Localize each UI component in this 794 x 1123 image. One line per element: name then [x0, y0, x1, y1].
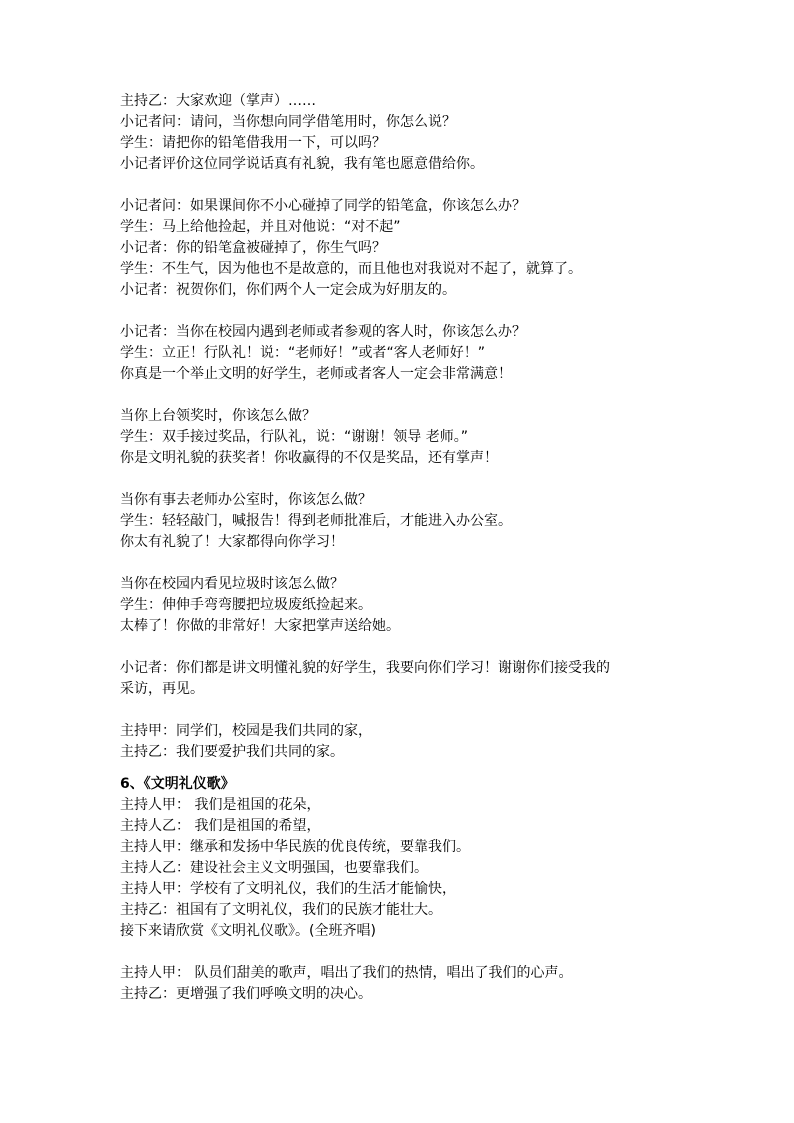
text-line: 采访，再见。 — [120, 681, 204, 697]
text-line: 当你在校园内看见垃圾时该怎么做？ — [120, 576, 344, 592]
text-line: 小记者问：如果课间你不小心碰掉了同学的铅笔盒，你该怎么办？ — [120, 198, 526, 214]
text-line: 主持乙：祖国有了文明礼仪，我们的民族才能壮大。 — [120, 902, 442, 918]
paragraph-gap — [120, 301, 720, 322]
paragraph-gap — [120, 700, 720, 721]
text-line: 主持人乙：建设社会主义文明强国，也要靠我们。 — [120, 860, 428, 876]
text-line: 主持乙：大家欢迎（掌声）…… — [120, 93, 316, 109]
text-line: 小记者：祝贺你们，你们两个人一定会成为好朋友的。 — [120, 282, 456, 298]
paragraph-gap — [120, 385, 720, 406]
document-page — [120, 91, 720, 1005]
text-line: 主持人甲：学校有了文明礼仪，我们的生活才能愉快， — [120, 881, 456, 897]
text-line: 学生：马上给他捡起，并且对他说：“对不起” — [120, 219, 401, 235]
text-line: 学生：双手接过奖品，行队礼，说：“谢谢！领导 老师。” — [120, 429, 468, 445]
text-line: 小记者评价这位同学说话真有礼貌，我有笔也愿意借给你。 — [120, 156, 484, 172]
text-line: 学生：立正！行队礼！说：“老师好！”或者“客人老师好！” — [120, 345, 486, 361]
text-line: 主持人甲： 我们是祖国的花朵， — [120, 797, 321, 813]
text-line: 主持人甲：继承和发扬中华民族的优良传统，要靠我们。 — [120, 839, 470, 855]
text-line: 主持乙：我们要爱护我们共同的家。 — [120, 744, 344, 760]
text-line: 学生：不生气，因为他也不是故意的，而且他也对我说对不起了，就算了。 — [120, 261, 582, 277]
text-line: 你太有礼貌了！大家都得向你学习！ — [120, 534, 344, 550]
dialogue-block — [120, 91, 720, 763]
text-line: 小记者：当你在校园内遇到老师或者参观的客人时，你该怎么办？ — [120, 324, 526, 340]
text-line: 小记者：你们都是讲文明懂礼貌的好学生，我要向你们学习！谢谢你们接受我的 — [120, 660, 610, 676]
text-line: 主持乙：更增强了我们呼唤文明的决心。 — [120, 986, 372, 1002]
text-line: 主持人乙： 我们是祖国的希望， — [120, 818, 321, 834]
text-line: 小记者问：请问，当你想向同学借笔用时，你怎么说？ — [120, 114, 456, 130]
section-dialogue-block — [120, 795, 720, 1005]
text-line: 你是文明礼貌的获奖者！你收赢得的不仅是奖品，还有掌声！ — [120, 450, 498, 466]
paragraph-gap — [120, 942, 720, 963]
text-line: 学生：请把你的铅笔借我用一下，可以吗？ — [120, 135, 386, 151]
paragraph-gap — [120, 637, 720, 658]
text-line: 你真是一个举止文明的好学生，老师或者客人一定会非常满意！ — [120, 366, 512, 382]
text-line: 主持甲：同学们，校园是我们共同的家， — [120, 723, 372, 739]
text-line: 当你上台领奖时，你该怎么做？ — [120, 408, 316, 424]
text-line: 接下来请欣赏《文明礼仪歌》。(全班齐唱) — [120, 923, 376, 939]
text-line: 太棒了！你做的非常好！大家把掌声送给她。 — [120, 618, 400, 634]
text-line: 学生：轻轻敲门，喊报告！得到老师批准后，才能进入办公室。 — [120, 513, 512, 529]
text-line: 主持人甲： 队员们甜美的歌声，唱出了我们的热情，唱出了我们的心声。 — [120, 965, 573, 981]
text-line: 小记者：你的铅笔盒被碰掉了，你生气吗？ — [120, 240, 386, 256]
section-heading: 6、《文明礼仪歌》 — [120, 776, 235, 792]
paragraph-gap — [120, 175, 720, 196]
paragraph-gap — [120, 469, 720, 490]
text-line: 学生：伸伸手弯弯腰把垃圾废纸捡起来。 — [120, 597, 372, 613]
paragraph-gap — [120, 553, 720, 574]
text-line: 当你有事去老师办公室时，你该怎么做？ — [120, 492, 372, 508]
